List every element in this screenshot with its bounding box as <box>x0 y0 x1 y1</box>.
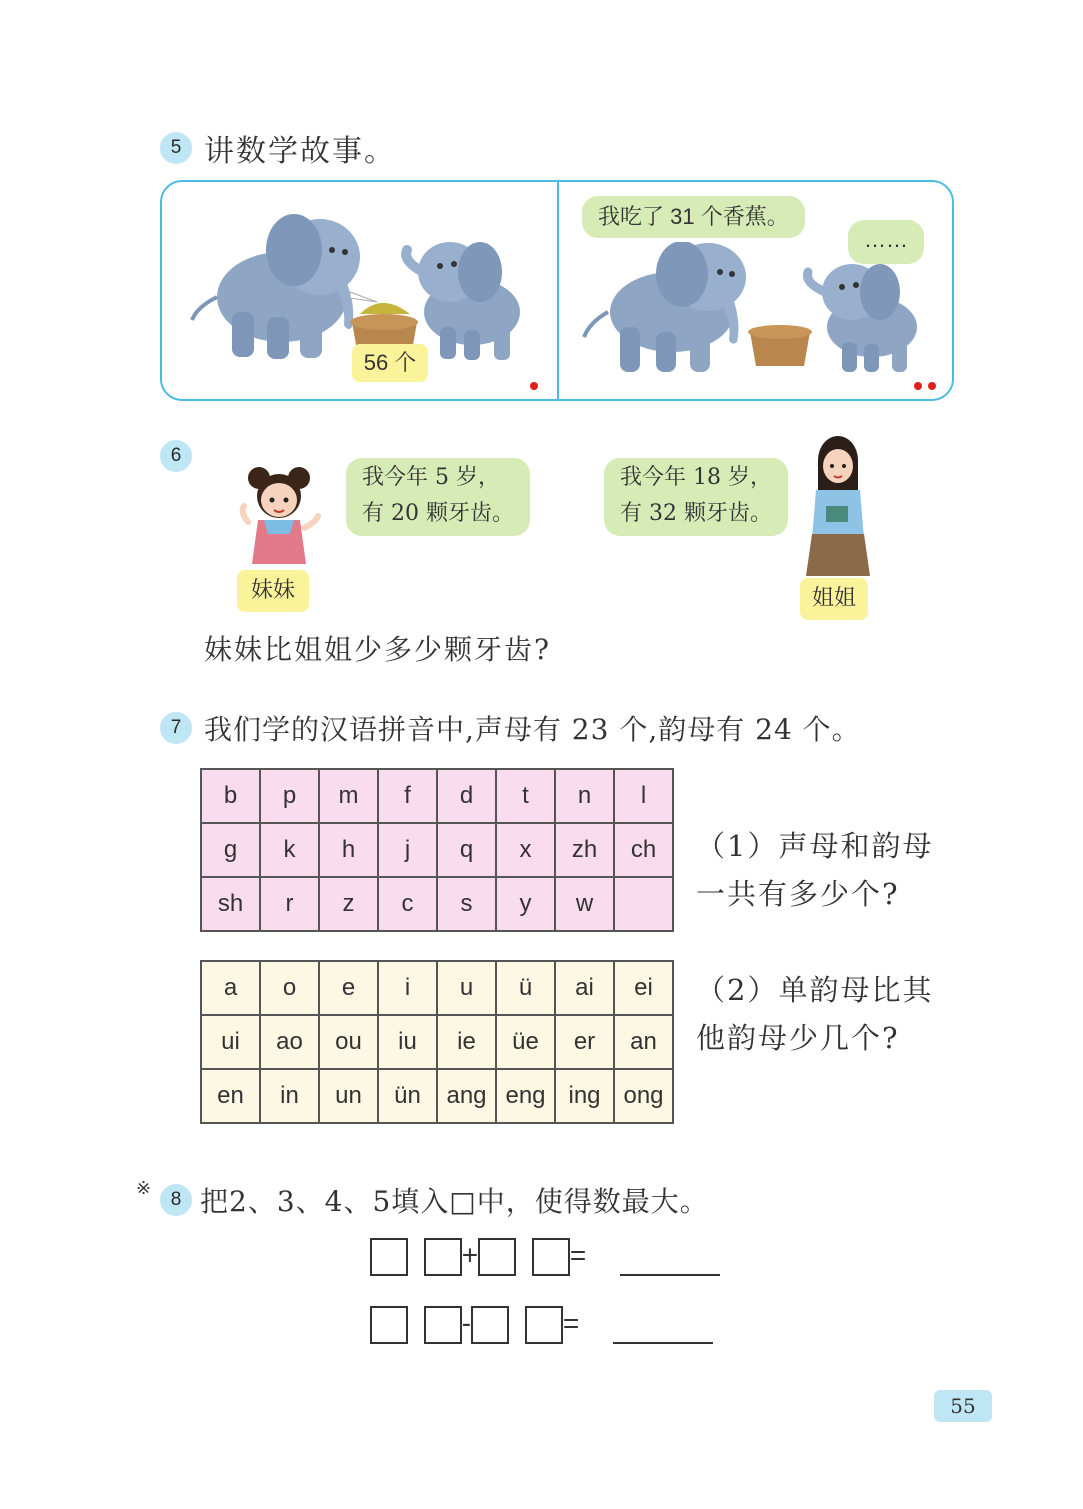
small-elephant-speech-bubble: …… <box>848 220 924 264</box>
q6-question: 妹妹比姐姐少多少颗牙齿? <box>204 633 552 666</box>
q7-sub1-line2: 一共有多少个? <box>696 877 900 911</box>
digit-box[interactable] <box>471 1306 509 1344</box>
elder-sister-speech-bubble <box>604 458 788 536</box>
subtraction-equation <box>370 1306 713 1344</box>
table-cell: ou <box>319 1015 378 1069</box>
table-cell: ang <box>437 1069 496 1123</box>
table-cell: e <box>319 961 378 1015</box>
elder-bubble-line1: 我今年 18 岁， <box>620 465 772 490</box>
table-cell: t <box>496 769 555 823</box>
table-cell: ü <box>496 961 555 1015</box>
table-cell: iu <box>378 1015 437 1069</box>
page-dot-2b <box>928 382 936 390</box>
answer-blank[interactable] <box>613 1322 713 1344</box>
big-elephant-speech-bubble: 我吃了 31 个香蕉。 <box>582 196 805 238</box>
sister-bubble-line2: 有 20 颗牙齿。 <box>362 501 514 526</box>
minus-sign: - <box>461 1307 472 1339</box>
page-dot-2a <box>914 382 922 390</box>
q5-title: 讲数学故事。 <box>204 134 396 169</box>
sister-label: 妹妹 <box>237 570 309 612</box>
table-cell: p <box>260 769 319 823</box>
table-cell: ch <box>614 823 673 877</box>
page-number: 55 <box>934 1390 992 1422</box>
table-cell: ao <box>260 1015 319 1069</box>
table-cell: d <box>437 769 496 823</box>
question-number-badge: 7 <box>160 712 192 744</box>
table-cell: u <box>437 961 496 1015</box>
digit-box[interactable] <box>370 1306 408 1344</box>
table-row <box>201 1015 673 1069</box>
table-cell: eng <box>496 1069 555 1123</box>
answer-blank[interactable] <box>620 1254 720 1276</box>
elder-sister-illustration <box>798 434 878 580</box>
sister-speech-bubble <box>346 458 530 536</box>
table-cell: l <box>614 769 673 823</box>
table-cell: j <box>378 823 437 877</box>
table-cell: f <box>378 769 437 823</box>
question-number-badge: 8 <box>160 1184 192 1216</box>
table-row <box>201 769 673 823</box>
elder-sister-label: 姐姐 <box>800 578 868 620</box>
table-cell: b <box>201 769 260 823</box>
digit-box[interactable] <box>478 1238 516 1276</box>
q7-sub2-line1: （2）单韵母比其 <box>696 973 934 1007</box>
q7-sub1-line1: （1）声母和韵母 <box>696 829 934 863</box>
table-cell: s <box>437 877 496 931</box>
table-cell: sh <box>201 877 260 931</box>
banana-count-label: 56 个 <box>352 344 428 382</box>
page-dot-1 <box>530 382 538 390</box>
table-cell: r <box>260 877 319 931</box>
frame-divider <box>557 182 559 399</box>
table-cell: er <box>555 1015 614 1069</box>
q7-sub2-line2: 他韵母少几个? <box>696 1021 900 1055</box>
finals-table <box>200 960 674 1124</box>
addition-equation <box>370 1238 720 1276</box>
table-cell: z <box>319 877 378 931</box>
table-cell: w <box>555 877 614 931</box>
table-cell: g <box>201 823 260 877</box>
table-cell: h <box>319 823 378 877</box>
plus-sign: + <box>461 1239 479 1271</box>
digit-box[interactable] <box>370 1238 408 1276</box>
table-cell: üe <box>496 1015 555 1069</box>
table-cell: ong <box>614 1069 673 1123</box>
table-cell: ai <box>555 961 614 1015</box>
question-number-badge: 5 <box>160 132 192 164</box>
table-cell: in <box>260 1069 319 1123</box>
table-cell: c <box>378 877 437 931</box>
table-cell: ei <box>614 961 673 1015</box>
table-row <box>201 961 673 1015</box>
table-cell: ui <box>201 1015 260 1069</box>
table-cell: o <box>260 961 319 1015</box>
table-cell: zh <box>555 823 614 877</box>
q8-title: 把2、3、4、5填入□中，使得数最大。 <box>200 1185 709 1218</box>
digit-box[interactable] <box>525 1306 563 1344</box>
sister-bubble-line1: 我今年 5 岁， <box>362 465 500 490</box>
table-cell: ie <box>437 1015 496 1069</box>
table-cell: a <box>201 961 260 1015</box>
table-cell: m <box>319 769 378 823</box>
table-row <box>201 823 673 877</box>
story-frame <box>160 180 954 401</box>
initials-table <box>200 768 674 932</box>
table-cell: k <box>260 823 319 877</box>
challenge-marker: ※ <box>136 1178 152 1199</box>
q7-subquestion-1 <box>696 822 933 918</box>
table-cell: en <box>201 1069 260 1123</box>
table-cell: ün <box>378 1069 437 1123</box>
digit-box[interactable] <box>532 1238 570 1276</box>
table-cell <box>614 877 673 931</box>
table-cell: i <box>378 961 437 1015</box>
q7-subquestion-2 <box>696 966 933 1062</box>
equals-sign: = <box>562 1307 580 1339</box>
digit-box[interactable] <box>424 1306 462 1344</box>
equals-sign: = <box>569 1239 587 1271</box>
table-row <box>201 1069 673 1123</box>
elder-bubble-line2: 有 32 颗牙齿。 <box>620 501 772 526</box>
table-cell: y <box>496 877 555 931</box>
question-number-badge: 6 <box>160 440 192 472</box>
table-cell: un <box>319 1069 378 1123</box>
table-cell: n <box>555 769 614 823</box>
q7-title: 我们学的汉语拼音中,声母有 23 个,韵母有 24 个。 <box>204 713 861 746</box>
digit-box[interactable] <box>424 1238 462 1276</box>
elephants-empty-basket-illustration <box>572 242 942 392</box>
table-cell: ing <box>555 1069 614 1123</box>
table-cell: an <box>614 1015 673 1069</box>
little-sister-illustration <box>234 460 324 570</box>
table-cell: x <box>496 823 555 877</box>
table-cell: q <box>437 823 496 877</box>
table-row <box>201 877 673 931</box>
